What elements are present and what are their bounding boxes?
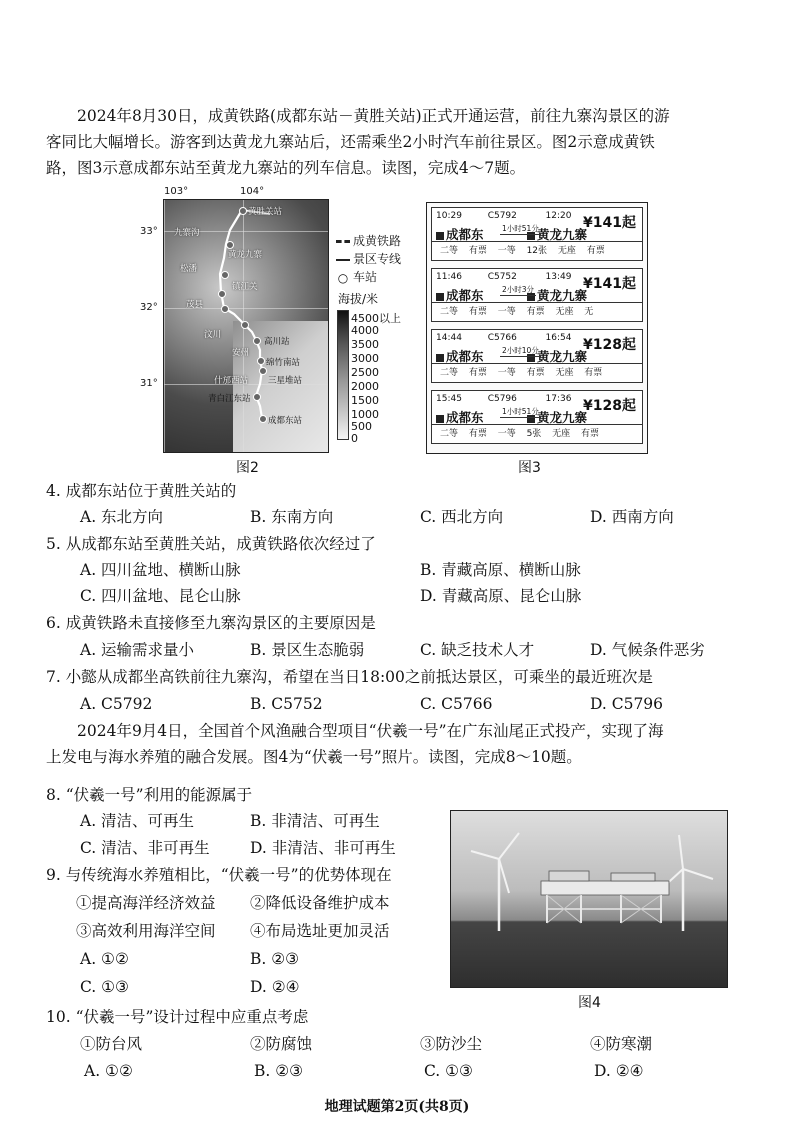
q9-item-4: ④布局选址更加灵活 <box>250 922 390 940</box>
elev-label-4: 2500 <box>351 366 379 379</box>
question-6-options <box>46 637 752 663</box>
q8-option-a[interactable]: A. 清洁、可再生 <box>80 812 195 830</box>
question-8-options-cd <box>46 835 446 861</box>
question-5-options-ab <box>46 557 752 583</box>
figure-3-caption: 图3 <box>518 460 541 476</box>
q7-option-a[interactable]: A. C5792 <box>80 695 153 713</box>
elev-label-9: 0 <box>351 432 358 445</box>
station-dot-songpan <box>221 271 229 279</box>
lat-label-32: 32° <box>140 302 158 313</box>
question-7-options <box>46 691 752 717</box>
elev-label-6: 1500 <box>351 394 379 407</box>
passage-1-line-1: 2024年8月30日，成黄铁路(成都东站－黄胜关站)正式开通运营，前往九寨沟景区的游 <box>77 107 670 125</box>
station-label-sanxingdui: 三星堆站 <box>268 376 303 386</box>
lon-label-104: 104° <box>240 186 265 197</box>
train-times: 15:45 C5796 17:36 <box>436 394 572 404</box>
station-label-huangshengguan: 黄胜关站 <box>248 207 283 217</box>
station-label-jiuzhaigou: 九寨沟 <box>174 228 200 238</box>
q6-option-a[interactable]: A. 运输需求量小 <box>80 641 195 659</box>
question-8-options-ab <box>46 808 446 834</box>
question-8-stem: 8. “伏羲一号”利用的能源属于 <box>46 786 253 804</box>
q8-option-c[interactable]: C. 清洁、非可再生 <box>80 839 210 857</box>
train-route: 成都东 黄龙九寨 <box>436 347 587 365</box>
elev-label-5: 2000 <box>351 380 379 393</box>
q9-item-1: ①提高海洋经济效益 <box>76 894 216 912</box>
question-9-items-34 <box>46 918 446 944</box>
figure-2-caption: 图2 <box>236 460 259 476</box>
station-dot-mianzhu <box>257 357 265 365</box>
q4-option-a[interactable]: A. 东北方向 <box>80 508 164 526</box>
station-label-gaochuan: 高川站 <box>264 337 290 347</box>
train-seats: 二等 有票 一等 12张 无座 有票 <box>432 241 642 260</box>
train-card <box>431 390 643 444</box>
q7-option-d[interactable]: D. C5796 <box>590 695 664 713</box>
station-label-anzhou: 安州 <box>232 348 250 358</box>
question-4-stem: 4. 成都东站位于黄胜关站的 <box>46 482 237 500</box>
q10-option-d[interactable]: D. ②④ <box>594 1062 644 1080</box>
train-route: 成都东 黄龙九寨 <box>436 408 587 426</box>
station-label-qingbaijiang: 青白江东站 <box>208 394 251 404</box>
square-icon <box>436 232 444 240</box>
station-dot-gaochuan <box>253 337 261 345</box>
question-4-options <box>46 504 752 530</box>
passage-2-line-1: 2024年9月4日，全国首个风渔融合型项目“伏羲一号”在广东汕尾正式投产，实现了海 <box>77 722 664 740</box>
q5-option-b[interactable]: B. 青藏高原、横断山脉 <box>420 561 581 579</box>
train-card <box>431 268 643 322</box>
elev-label-0: 4500以上 <box>351 312 401 325</box>
q9-option-c[interactable]: C. ①③ <box>80 978 129 996</box>
q5-option-c[interactable]: C. 四川盆地、昆仑山脉 <box>80 587 241 605</box>
railway-map <box>163 199 329 453</box>
passage-1-line-3: 路，图3示意成都东站至黄龙九寨站的列车信息。读图，完成4～7题。 <box>46 159 526 177</box>
q9-item-2: ②降低设备维护成本 <box>250 894 390 912</box>
station-dot-qingbaijiang <box>253 393 261 401</box>
train-duration: 1小时51分 <box>502 224 539 233</box>
station-dot-wenchuan <box>241 321 249 329</box>
q8-option-d[interactable]: D. 非清洁、非可再生 <box>250 839 396 857</box>
question-9-options-ab <box>46 946 446 972</box>
q7-option-b[interactable]: B. C5752 <box>250 695 323 713</box>
train-schedule-panel <box>426 202 648 454</box>
train-route: 成都东 黄龙九寨 <box>436 225 587 243</box>
question-7-stem: 7. 小懿从成都坐高铁前往九寨沟，希望在当日18:00之前抵达景区，可乘坐的最近班次是 <box>46 668 653 686</box>
square-icon <box>436 293 444 301</box>
question-5-stem: 5. 从成都东站至黄胜关站，成黄铁路依次经过了 <box>46 535 376 553</box>
elev-label-7: 1000 <box>351 408 379 421</box>
question-9-stem: 9. 与传统海水养殖相比，“伏羲一号”的优势体现在 <box>46 866 392 884</box>
q6-option-b[interactable]: B. 景区生态脆弱 <box>250 641 365 659</box>
train-price: ¥141起 <box>583 276 636 292</box>
station-label-wenchuan: 汶川 <box>204 330 222 340</box>
train-duration: 2小时3分 <box>502 285 535 294</box>
lat-label-31: 31° <box>140 378 158 389</box>
elev-label-3: 3000 <box>351 352 379 365</box>
legend-station: ○ 车站 <box>337 270 378 285</box>
train-route: 成都东 黄龙九寨 <box>436 286 587 304</box>
figure-4-caption: 图4 <box>578 995 601 1011</box>
station-label-zhenjiangguan: 镇江关 <box>232 282 258 292</box>
station-label-maoxian: 茂县 <box>186 300 204 310</box>
q6-option-d[interactable]: D. 气候条件恶劣 <box>590 641 705 659</box>
platform-illustration <box>451 811 727 987</box>
passage-1-line-2: 客同比大幅增长。游客到达黄龙九寨站后，还需乘坐2小时汽车前往景区。图2示意成黄铁 <box>46 133 655 151</box>
station-dot-huangshengguan <box>239 207 247 215</box>
q10-item-3: ③防沙尘 <box>420 1035 483 1053</box>
q7-option-c[interactable]: C. C5766 <box>420 695 493 713</box>
q10-item-4: ④防寒潮 <box>590 1035 653 1053</box>
train-price: ¥128起 <box>583 398 636 414</box>
q9-option-a[interactable]: A. ①② <box>80 950 129 968</box>
train-duration: 2小时10分 <box>502 346 539 355</box>
elev-label-2: 3500 <box>351 338 379 351</box>
q4-option-c[interactable]: C. 西北方向 <box>420 508 504 526</box>
square-icon <box>436 354 444 362</box>
q5-option-d[interactable]: D. 青藏高原、昆仑山脉 <box>420 587 582 605</box>
train-seats: 二等 有票 一等 5张 无座 有票 <box>432 424 642 443</box>
station-dot-shifang <box>259 367 267 375</box>
station-dot-chengdudong <box>259 415 267 423</box>
train-times: 14:44 C5766 16:54 <box>436 333 572 343</box>
q6-option-c[interactable]: C. 缺乏技术人才 <box>420 641 535 659</box>
station-circle-icon: ○ <box>337 270 349 285</box>
q9-option-b[interactable]: B. ②③ <box>250 950 300 968</box>
question-5-options-cd <box>46 583 752 609</box>
train-price: ¥128起 <box>583 337 636 353</box>
station-label-huanglong: 黄龙九寨 <box>228 250 263 260</box>
train-duration: 1小时51分 <box>502 407 539 416</box>
station-label-songpan: 松潘 <box>180 264 198 274</box>
page-footer: 地理试题第2页(共8页) <box>324 1099 470 1115</box>
question-10-options <box>46 1058 752 1084</box>
legend-scenic-line: 景区专线 <box>336 250 401 267</box>
station-label-chengdudong: 成都东站 <box>268 416 303 426</box>
question-10-stem: 10. “伏羲一号”设计过程中应重点考虑 <box>46 1008 309 1026</box>
railway-symbol-icon <box>336 240 350 243</box>
train-seats: 二等 有票 一等 有票 无座 有票 <box>432 363 642 382</box>
elevation-color-bar <box>337 310 349 440</box>
station-label-mianzhunan: 绵竹南站 <box>266 358 301 368</box>
fuxi-1-photo <box>450 810 728 988</box>
question-10-items <box>46 1031 752 1057</box>
train-card <box>431 329 643 383</box>
question-6-stem: 6. 成黄铁路未直接修至九寨沟景区的主要原因是 <box>46 614 376 632</box>
station-dot-zhenjiangguan <box>218 290 226 298</box>
q10-option-a[interactable]: A. ①② <box>84 1062 133 1080</box>
lon-label-103: 103° <box>164 186 189 197</box>
q10-item-2: ②防腐蚀 <box>250 1035 313 1053</box>
q5-option-a[interactable]: A. 四川盆地、横断山脉 <box>80 561 241 579</box>
elev-label-8: 500 <box>351 420 372 433</box>
scenic-line-symbol-icon <box>336 259 350 261</box>
q10-option-c[interactable]: C. ①③ <box>424 1062 473 1080</box>
train-times: 11:46 C5752 13:49 <box>436 272 572 282</box>
question-9-items-12 <box>46 890 446 916</box>
elev-label-1: 4000 <box>351 324 379 337</box>
q8-option-b[interactable]: B. 非清洁、可再生 <box>250 812 380 830</box>
train-card <box>431 207 643 261</box>
train-price: ¥141起 <box>583 215 636 231</box>
passage-2 <box>46 718 752 770</box>
passage-2-line-2: 上发电与海水养殖的融合发展。图4为“伏羲一号”照片。读图，完成8～10题。 <box>46 748 582 766</box>
question-9-options-cd <box>46 974 446 1000</box>
q10-option-b[interactable]: B. ②③ <box>254 1062 304 1080</box>
passage-1 <box>46 103 752 181</box>
train-seats: 二等 有票 一等 有票 无座 无 <box>432 302 642 321</box>
train-times: 10:29 C5792 12:20 <box>436 211 572 221</box>
station-label-shifangxi: 什邡西站 <box>214 376 249 386</box>
square-icon <box>436 415 444 423</box>
q9-item-3: ③高效利用海洋空间 <box>76 922 216 940</box>
q10-item-1: ①防台风 <box>80 1035 143 1053</box>
station-dot-maoxian <box>221 305 229 313</box>
q4-option-d[interactable]: D. 西南方向 <box>590 508 674 526</box>
legend-elevation-title: 海拔/米 <box>338 292 379 306</box>
q9-option-d[interactable]: D. ②④ <box>250 978 300 996</box>
lat-label-33: 33° <box>140 226 158 237</box>
legend-railway: 成黄铁路 <box>336 232 401 249</box>
q4-option-b[interactable]: B. 东南方向 <box>250 508 334 526</box>
